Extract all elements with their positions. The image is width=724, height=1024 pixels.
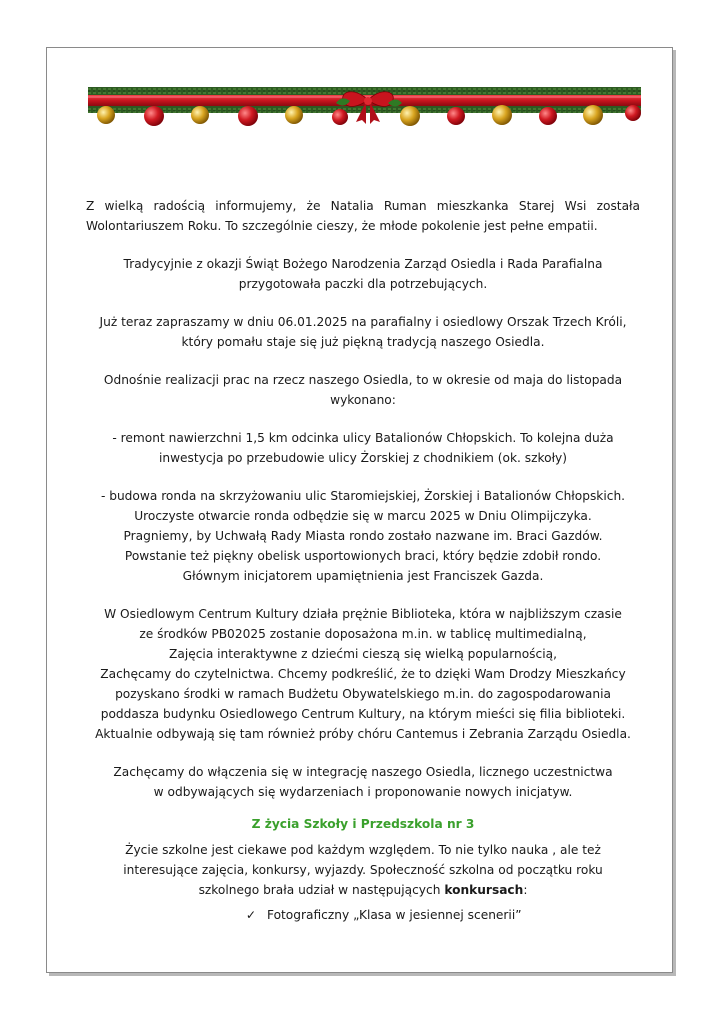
text-line: Zajęcia interaktywne z dziećmi cieszą się wielką popularnością, [169,647,557,661]
text-line: Odnośnie realizacji prac na rzecz naszego Osiedla, to w okresie od maja do listopada [103,373,623,387]
text-line: Pragniemy, by Uchwałą Rady Miasta rondo zostało nazwane im. Braci Gazdów. [123,529,603,543]
christmas-garland-image [88,85,641,127]
text-line: poddasza budynku Osiedlowego Centrum Kultury, na którym mieści się filia biblioteki. [100,707,626,721]
text-line: Zachęcamy do włączenia się w integrację naszego Osiedla, licznego uczestnictwa [113,765,613,779]
paragraph-volunteer [86,196,640,236]
text-line: Już teraz zapraszamy w dniu 06.01.2025 na parafialny i osiedlowy Orszak Trzech Króli, [99,315,627,329]
text-line: wykonano: [330,393,396,407]
text-line: w odbywających się wydarzeniach i proponowanie nowych inicjatyw. [153,785,573,799]
text-line: Uroczyste otwarcie ronda odbędzie się w marcu 2025 w Dniu Olimpijczyka. [134,509,592,523]
text-line: Z wielką radością informujemy, że Natalia Ruman mieszkanka Starej Wsi została [86,199,640,213]
list-item [245,908,522,922]
paragraph-integration [86,762,640,802]
text-line: W Osiedlowym Centrum Kultury działa prężnie Biblioteka, która w najbliższym czasie [104,607,622,621]
bold-keyword: konkursach [444,883,524,897]
text-line: ze środków PB02025 zostanie doposażona m.in. w tablicę multimedialną, [139,627,587,641]
checkmark-icon: ✓ [245,908,257,922]
paragraph-three-kings [86,312,640,352]
text-line: Tradycyjnie z okazji Świąt Bożego Narodzenia Zarząd Osiedla i Rada Parafialna [123,257,603,271]
paragraph-works-intro [86,370,640,410]
paragraph-school-intro [86,840,640,900]
text-line: - budowa ronda na skrzyżowaniu ulic Staromiejskiej, Żorskiej i Batalionów Chłopskich. [100,489,626,503]
paragraph-library [86,604,640,744]
paragraph-road-repair [86,428,640,468]
paragraph-christmas-packages [86,254,640,294]
text-line: Zachęcamy do czytelnictwa. Chcemy podkreślić, że to dzięki Wam Drodzy Mieszkańcy [100,667,626,681]
section-title-school: Z życia Szkoły i Przedszkola nr 3 [251,817,475,831]
text-line: Powstanie też piękny obelisk usportowionych braci, który będzie zdobił rondo. [124,549,602,563]
newsletter-body [86,196,640,900]
text-line: który pomału staje się już piękną tradycją naszego Osiedla. [181,335,545,349]
text-line: Głównym inicjatorem upamiętnienia jest Franciszek Gazda. [182,569,544,583]
text-line: Aktualnie odbywają się tam również próby chóru Cantemus i Zebrania Zarządu Osiedla. [95,727,631,741]
text-line [86,880,640,900]
text-line: inwestycja po przebudowie ulicy Żorskiej z chodnikiem (ok. szkoły) [158,451,568,465]
text-line: Życie szkolne jest ciekawe pod każdym względem. To nie tylko nauka , ale też [125,843,601,857]
text-fragment: szkolnego brała udział w następujących [198,883,445,897]
text-line: pozyskano środki w ramach Budżetu Obywatelskiego m.in. do zagospodarowania [115,687,611,701]
text-line: przygotowała paczki dla potrzebujących. [238,277,488,291]
text-fragment: : [523,883,528,897]
text-line: interesujące zajęcia, konkursy, wyjazdy. Społeczność szkolna od początku roku [123,863,603,877]
text-line: - remont nawierzchni 1,5 km odcinka ulicy Batalionów Chłopskich. To kolejna duża [112,431,614,445]
paragraph-roundabout [86,486,640,586]
list-item-label: Fotograficzny „Klasa w jesiennej scenerii” [267,908,522,922]
text-line: Wolontariuszem Roku. To szczególnie cieszy, że młode pokolenie jest pełne empatii. [86,219,598,233]
